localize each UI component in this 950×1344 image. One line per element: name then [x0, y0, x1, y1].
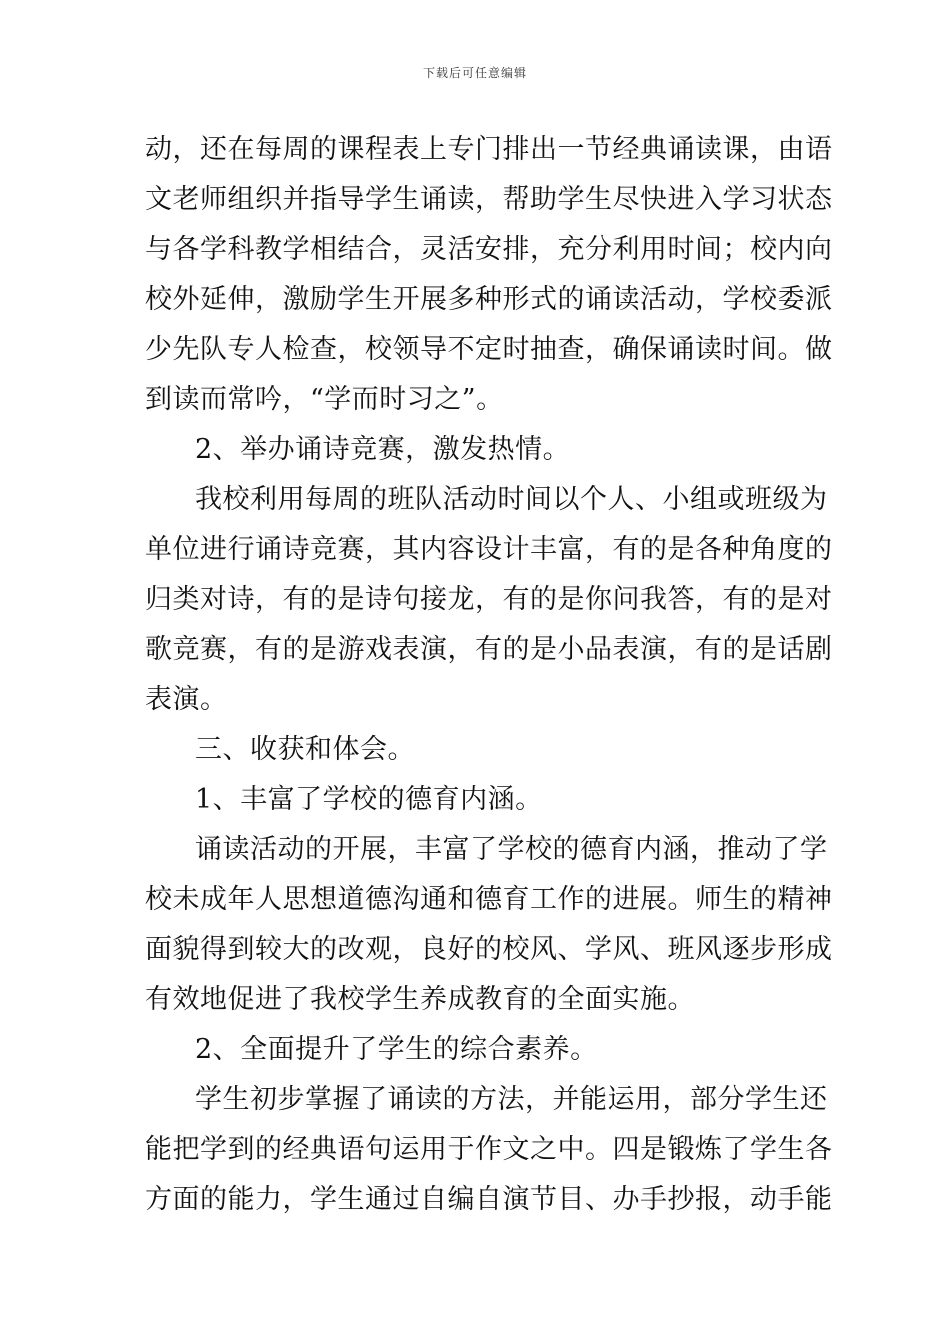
body-line: 归类对诗，有的是诗句接龙，有的是你问我答，有的是对 [145, 584, 833, 615]
paragraph-start-line: 我校利用每周的班队活动时间以个人、小组或班级为 [195, 484, 828, 515]
body-line: 有效地促进了我校学生养成教育的全面实施。 [145, 984, 695, 1015]
body-line: 少先队专人检查，校领导不定时抽查，确保诵读时间。做 [145, 334, 833, 365]
section-heading: 2、举办诵诗竞赛，激发热情。 [195, 434, 571, 465]
section-heading: 1、丰富了学校的德育内涵。 [195, 784, 543, 815]
paragraph-start-line: 诵读活动的开展，丰富了学校的德育内涵，推动了学 [195, 834, 828, 865]
paragraph-start-line: 学生初步掌握了诵读的方法，并能运用，部分学生还 [195, 1084, 828, 1115]
body-line: 表演。 [145, 684, 228, 715]
body-line: 文老师组织并指导学生诵读，帮助学生尽快进入学习状态 [145, 184, 833, 215]
body-line: 校外延伸，激励学生开展多种形式的诵读活动，学校委派 [145, 284, 833, 315]
section-heading: 三、收获和体会。 [195, 734, 415, 765]
body-line: 面貌得到较大的改观，良好的校风、学风、班风逐步形成 [145, 934, 833, 965]
body-line: 与各学科教学相结合，灵活安排，充分利用时间；校内向 [145, 234, 833, 265]
body-line: 到读而常吟，“学而时习之”。 [145, 384, 504, 415]
body-line: 校未成年人思想道德沟通和德育工作的进展。师生的精神 [145, 884, 833, 915]
page-header: 下载后可任意编辑 [422, 66, 527, 80]
body-line: 单位进行诵诗竞赛，其内容设计丰富，有的是各种角度的 [145, 534, 833, 565]
body-line: 动，还在每周的课程表上专门排出一节经典诵读课，由语 [145, 134, 833, 165]
body-line: 歌竞赛，有的是游戏表演，有的是小品表演，有的是话剧 [145, 634, 833, 665]
body-line: 方面的能力，学生通过自编自演节目、办手抄报，动手能 [145, 1184, 833, 1215]
body-line: 能把学到的经典语句运用于作文之中。四是锻炼了学生各 [145, 1134, 833, 1165]
section-heading: 2、全面提升了学生的综合素养。 [195, 1034, 598, 1065]
